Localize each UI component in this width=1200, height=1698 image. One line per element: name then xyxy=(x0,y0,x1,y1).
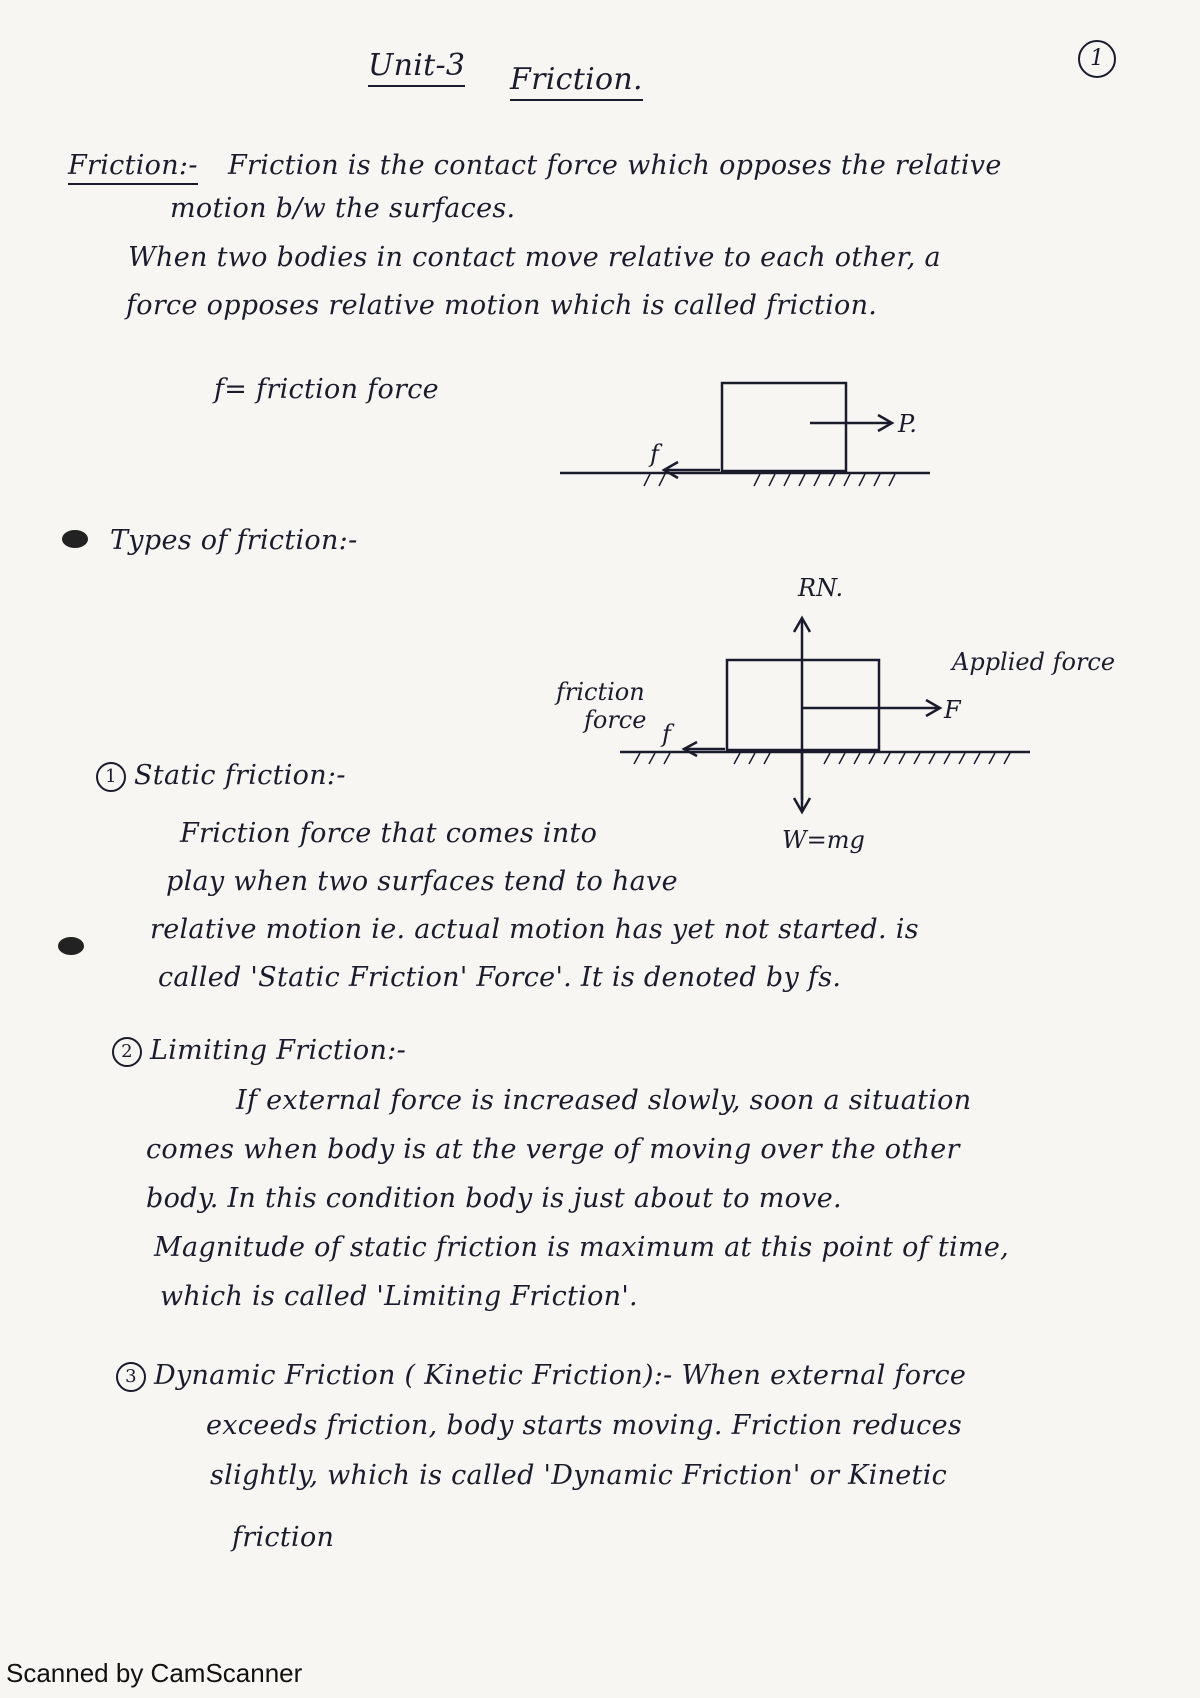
static-line: Friction force that comes into xyxy=(180,818,598,849)
types-heading: Types of friction:- xyxy=(110,525,358,556)
static-line: called 'Static Friction' Force'. It is denoted by fs. xyxy=(158,962,842,993)
label-applied-force: Applied force xyxy=(952,648,1116,676)
page-number: 1 xyxy=(1078,40,1116,78)
definition-line: When two bodies in contact move relative to each other, a xyxy=(128,242,941,273)
punch-hole xyxy=(58,937,84,955)
arrow-head xyxy=(684,742,697,756)
definition-heading: Friction:- xyxy=(68,150,198,185)
fig1-label-f: f xyxy=(650,440,659,468)
topic-title: Friction. xyxy=(510,62,643,101)
arrow-head xyxy=(794,618,810,632)
block xyxy=(722,383,846,471)
arrow-head xyxy=(926,700,940,716)
limiting-line: body. In this condition body is just about to move. xyxy=(146,1183,842,1214)
label-weight: W=mg xyxy=(782,826,865,854)
limiting-line: Magnitude of static friction is maximum at this point of time, xyxy=(154,1232,1010,1263)
label-normal-reaction: RN. xyxy=(798,574,844,602)
limiting-line: comes when body is at the verge of moving over the other xyxy=(146,1134,960,1165)
hatching xyxy=(644,474,895,486)
static-line: play when two surfaces tend to have xyxy=(166,866,678,897)
punch-hole xyxy=(62,530,88,548)
label-force: force xyxy=(584,706,647,734)
dynamic-line: slightly, which is called 'Dynamic Friction' or Kinetic xyxy=(210,1460,948,1491)
static-heading xyxy=(96,760,346,792)
label-F: F xyxy=(944,696,961,724)
unit-title: Unit-3 xyxy=(368,48,465,87)
limiting-line: If external force is increased slowly, soon a situation xyxy=(236,1085,972,1116)
limiting-line: which is called 'Limiting Friction'. xyxy=(160,1281,638,1312)
dynamic-line: exceeds friction, body starts moving. Friction reduces xyxy=(206,1410,963,1441)
limiting-heading xyxy=(112,1035,406,1067)
definition-line: force opposes relative motion which is called friction. xyxy=(126,290,878,321)
dynamic-heading xyxy=(116,1360,966,1392)
block xyxy=(727,660,879,750)
dynamic-line: friction xyxy=(232,1522,335,1553)
static-number: 1 xyxy=(96,762,126,792)
dynamic-number: 3 xyxy=(116,1362,146,1392)
dynamic-heading-text: Dynamic Friction ( Kinetic Friction):- xyxy=(154,1360,673,1391)
arrow-head xyxy=(794,798,810,812)
hatching xyxy=(634,753,1010,764)
static-line: relative motion ie. actual motion has yet not started. is xyxy=(150,914,919,945)
arrow-head xyxy=(878,415,892,431)
definition-line: Friction is the contact force which opposes the relative xyxy=(228,150,1002,181)
limiting-number: 2 xyxy=(112,1037,142,1067)
static-heading-text: Static friction:- xyxy=(134,760,346,791)
definition-line: motion b/w the surfaces. xyxy=(170,193,516,224)
fig1-caption: f= friction force xyxy=(214,374,439,405)
dynamic-line: When external force xyxy=(681,1360,967,1391)
fig1-label-p: P. xyxy=(898,410,917,438)
label-f: f xyxy=(662,720,671,748)
label-friction: friction xyxy=(556,678,645,706)
arrow-head xyxy=(664,462,678,478)
scanner-watermark: Scanned by CamScanner xyxy=(6,1658,303,1688)
limiting-heading-text: Limiting Friction:- xyxy=(150,1035,406,1066)
